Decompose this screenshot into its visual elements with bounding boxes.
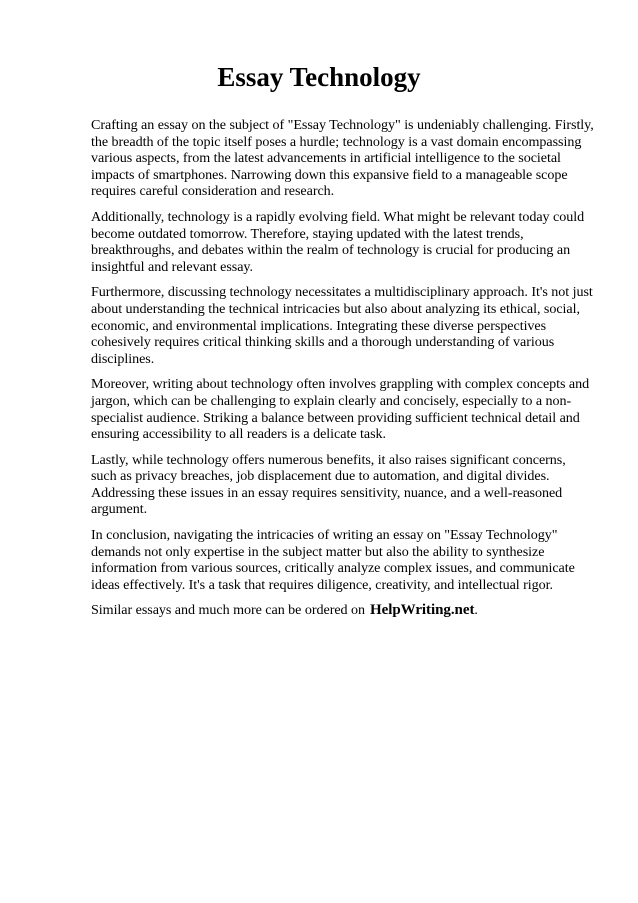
closing-period: . (474, 602, 478, 619)
paragraph-conclusion: In conclusion, navigating the intricacies of writing an essay on "Essay Technology" demands not only expertise in the subject matter but also the ability to synthesize information from various sources, critically analyze complex issues, and communicate ideas effectively. It's a task that requires diligence, creativity, and intellectual rigor. (91, 527, 575, 593)
closing-line (91, 602, 594, 619)
paragraph-evolving-field: Additionally, technology is a rapidly evolving field. What might be relevant today could become outdated tomorrow. Therefore, staying updated with the latest trends, breakthroughs, and debates within the realm of technology is crucial for producing an insightful and relevant essay. (91, 208, 585, 275)
paragraph-complex-concepts: Moreover, writing about technology often involves grappling with complex concepts and jargon, which can be challenging to explain clearly and concisely, especially to a non-specialist audience. Striking a balance between providing sufficient technical detail and ensuring accessibility to all readers is a delicate task. (91, 376, 590, 443)
paragraph-multidisciplinary: Furthermore, discussing technology necessitates a multidisciplinary approach. It's not just about understanding the technical intricacies but also about analyzing its ethical, social, economic, and environmental implications. Integrating these diverse perspectives cohesively requires critical thinking skills and a thorough understanding of various disciplines. (91, 284, 593, 367)
paragraph-intro: Crafting an essay on the subject of "Essay Technology" is undeniably challenging. Firstly, the breadth of the topic itself poses a hurdle; technology is a vast domain encompassing various aspects, from the latest advancements in artificial intelligence to the societal impacts of smartphones. Narrowing down this expansive field to a manageable scope requires careful consideration and research. (91, 117, 594, 200)
closing-text: Similar essays and much more can be ordered on (91, 602, 366, 619)
brand-link[interactable]: HelpWriting.net (370, 602, 475, 619)
paragraph-concerns: Lastly, while technology offers numerous benefits, it also raises significant concerns, such as privacy breaches, job displacement due to automation, and digital divides. Addressing these issues in an essay requires sensitivity, nuance, and a well-reasoned argument. (91, 451, 566, 518)
document-body (91, 117, 594, 619)
document-title: Essay Technology (217, 62, 421, 92)
